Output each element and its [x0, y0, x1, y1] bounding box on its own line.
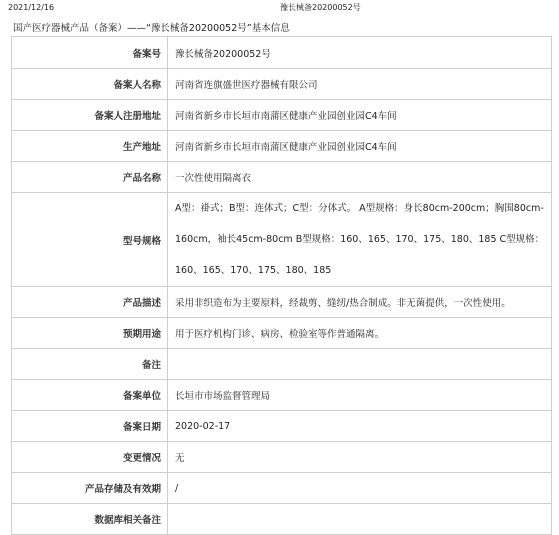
row-database-remarks: [12, 504, 552, 535]
document-title: 国产医疗器械产品（备案）——“豫长械备20200052号”基本信息: [13, 23, 290, 34]
value-storage-validity: /: [168, 473, 552, 504]
row-production-address: [12, 131, 552, 162]
row-remarks: [12, 349, 552, 380]
value-intended-use: 用于医疗机构门诊、病房、检验室等作普通隔离。: [168, 318, 552, 349]
row-change-status: [12, 442, 552, 473]
value-registrant-name: 河南省连旗盛世医疗器械有限公司: [168, 69, 552, 100]
label-model-spec: 型号规格: [12, 193, 168, 287]
value-registration-number: 豫长械备20200052号: [168, 37, 552, 69]
row-registrant-name: [12, 69, 552, 100]
value-product-name: 一次性使用隔离衣: [168, 162, 552, 193]
row-registration-date: [12, 411, 552, 442]
value-registration-date: 2020-02-17: [168, 411, 552, 442]
registration-info-table: [11, 36, 552, 535]
value-remarks: [168, 349, 552, 380]
value-model-spec: A型：褂式；B型：连体式；C型：分体式。 A型规格：身长80cm-200cm；胸围80cm-160cm，袖长45cm-80cm B型规格：160、165、170、175、180、185 C型规格：160、165、170、175、180、185: [168, 193, 552, 287]
label-registrant-address: 备案人注册地址: [12, 100, 168, 131]
row-registration-authority: [12, 380, 552, 411]
value-production-address: 河南省新乡市长垣市南蒲区健康产业园创业园C4车间: [168, 131, 552, 162]
label-storage-validity: 产品存储及有效期: [12, 473, 168, 504]
row-model-spec: [12, 193, 552, 287]
label-registration-authority: 备案单位: [12, 380, 168, 411]
label-registrant-name: 备案人名称: [12, 69, 168, 100]
label-production-address: 生产地址: [12, 131, 168, 162]
value-product-description: 采用非织造布为主要原料，经裁剪、缝纫/热合制成。非无菌提供，一次性使用。: [168, 287, 552, 318]
label-database-remarks: 数据库相关备注: [12, 504, 168, 535]
label-product-name: 产品名称: [12, 162, 168, 193]
label-intended-use: 预期用途: [12, 318, 168, 349]
value-change-status: 无: [168, 442, 552, 473]
row-product-description: [12, 287, 552, 318]
print-page-title: 豫长械备20200052号: [280, 3, 361, 12]
label-registration-date: 备案日期: [12, 411, 168, 442]
row-product-name: [12, 162, 552, 193]
row-intended-use: [12, 318, 552, 349]
label-product-description: 产品描述: [12, 287, 168, 318]
value-database-remarks: [168, 504, 552, 535]
row-storage-validity: [12, 473, 552, 504]
label-change-status: 变更情况: [12, 442, 168, 473]
value-registration-authority: 长垣市市场监督管理局: [168, 380, 552, 411]
label-registration-number: 备案号: [12, 37, 168, 69]
value-registrant-address: 河南省新乡市长垣市南蒲区健康产业园创业园C4车间: [168, 100, 552, 131]
row-registration-number: [12, 37, 552, 69]
label-remarks: 备注: [12, 349, 168, 380]
print-date: 2021/12/16: [8, 3, 55, 12]
row-registrant-address: [12, 100, 552, 131]
